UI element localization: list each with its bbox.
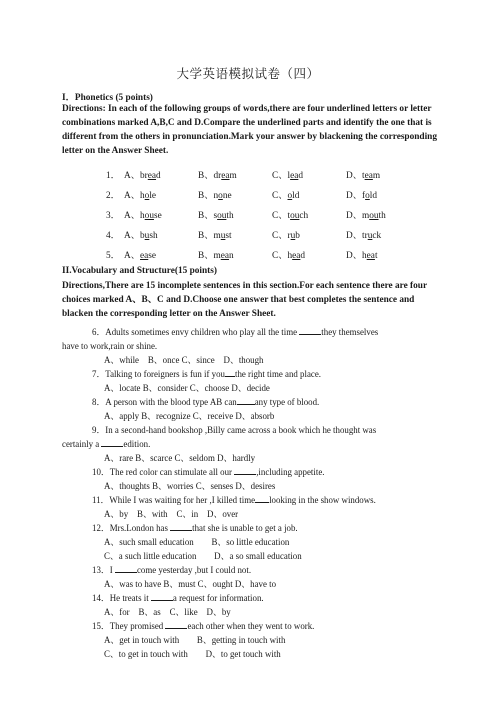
- underlined-letters: o: [218, 191, 223, 201]
- answer-blank: [165, 619, 187, 629]
- question-6: [62, 325, 432, 353]
- question-15-options-ab: A、get in touch with B、getting in touch with: [104, 635, 286, 645]
- option-b: [198, 187, 232, 201]
- question-text-cont: edition.: [123, 439, 151, 449]
- word-part: B、s: [198, 211, 218, 221]
- word-part: B、m: [198, 251, 221, 261]
- answer-blank: [255, 493, 269, 503]
- option-c: [272, 207, 308, 221]
- underlined-letters: u: [144, 231, 150, 241]
- underlined-letters: ea: [147, 171, 157, 181]
- word-part: th: [226, 211, 234, 221]
- question-text-cont: come yesterday ,but I could not.: [136, 565, 252, 575]
- question-9-options: A、rare B、scarce C、seldom D、hardly: [104, 453, 256, 463]
- question-10: [62, 465, 432, 479]
- question-text: 11．While I was waiting for her ,I killed time: [92, 495, 256, 505]
- question-12-options-cd: C、a such little education D、a so small education: [104, 551, 302, 561]
- underlined-letters: ea: [290, 171, 299, 181]
- question-14-options: A、for B、as C、like D、by: [104, 607, 231, 617]
- word-part: D、f: [346, 191, 366, 201]
- underlined-letters: ou: [369, 211, 379, 221]
- question-text: 14．He treats it: [92, 593, 151, 603]
- word-part: A、: [124, 251, 141, 261]
- word-part: ne: [222, 191, 232, 201]
- underlined-letters: ou: [217, 211, 227, 221]
- word-part: B、m: [198, 231, 221, 241]
- word-part: le: [149, 191, 157, 201]
- question-text-cont: ,including appetite.: [256, 467, 325, 477]
- underlined-letters: ea: [364, 171, 373, 181]
- word-part: m: [372, 171, 381, 181]
- word-part: C、h: [272, 251, 293, 261]
- word-part: st: [225, 231, 232, 241]
- question-text-cont: the right time and place.: [234, 369, 321, 379]
- underlined-letters: u: [290, 231, 296, 241]
- option-a: [124, 247, 156, 261]
- word-part: A、br: [124, 171, 148, 181]
- word-part: A、h: [124, 191, 145, 201]
- word-part: m: [229, 171, 237, 181]
- option-c: [272, 247, 305, 261]
- word-part: se: [148, 251, 157, 261]
- answer-blank: [225, 367, 235, 377]
- word-part: B、n: [198, 191, 219, 201]
- word-part: D、h: [346, 251, 367, 261]
- word-part: D、m: [346, 211, 370, 221]
- item-number: 5．: [106, 251, 120, 261]
- word-part: A、b: [124, 231, 145, 241]
- answer-blank: [101, 437, 123, 447]
- underlined-letters: ea: [140, 251, 149, 261]
- underlined-letters: ea: [221, 171, 230, 181]
- question-8: [62, 395, 432, 409]
- question-12-options-ab: A、such small education B、so little education: [104, 537, 290, 547]
- option-b: [198, 247, 234, 261]
- underlined-letters: o: [365, 191, 370, 201]
- question-15: [62, 619, 432, 633]
- question-13: [62, 563, 432, 577]
- question-text: 6．Adults sometimes envy children who play all the time: [92, 327, 300, 337]
- option-a: [124, 207, 162, 221]
- word-part: b: [295, 231, 300, 241]
- option-c: [272, 227, 300, 241]
- question-text: 9．In a second-hand bookshop ,Billy came across a book which he thought was: [92, 425, 377, 435]
- item-number: 1．: [106, 171, 120, 181]
- underlined-letters: o: [144, 191, 150, 201]
- word-part: C、: [272, 191, 288, 201]
- word-part: t: [374, 251, 378, 261]
- word-part: ck: [372, 231, 382, 241]
- option-c: [272, 167, 303, 181]
- section-heading-vocabulary: II.Vocabulary and Structure(15 points): [62, 266, 217, 276]
- question-7: [62, 367, 432, 381]
- underlined-letters: ea: [366, 251, 375, 261]
- word-part: ld: [369, 191, 377, 201]
- question-11-options: A、by B、with C、in D、over: [104, 509, 239, 519]
- word-part: se: [153, 211, 162, 221]
- word-part: A、h: [124, 211, 145, 221]
- option-b: [198, 167, 237, 181]
- option-d: [346, 207, 386, 221]
- page-title: 大学英语模拟试卷（四）: [176, 67, 320, 81]
- word-part: D、t: [346, 171, 365, 181]
- option-a: [124, 227, 158, 241]
- question-14: [62, 591, 432, 605]
- question-text-cont: any type of blood.: [254, 397, 320, 407]
- underlined-letters: ea: [220, 251, 229, 261]
- underlined-letters: ou: [144, 211, 154, 221]
- question-text: 12．Mrs.London has: [92, 523, 171, 533]
- section-directions-vocabulary: Directions,There are 15 incomplete sentences in this section.For each sentence there are four choices marked A、B、C and D.Choose one answer that best completes the sentence and blacken the corresponding letter on the Answer Sheet.: [62, 281, 427, 319]
- option-b: [198, 207, 234, 221]
- question-text: 10．The red color can stimulate all our: [92, 467, 235, 477]
- question-text-line2: have to work,rain or shine.: [62, 341, 158, 351]
- question-6-options: A、while B、once C、since D、though: [104, 355, 264, 365]
- underlined-letters: u: [367, 231, 373, 241]
- answer-blank: [170, 521, 192, 531]
- word-part: n: [229, 251, 234, 261]
- question-text: 15．They promised: [92, 621, 166, 631]
- section-directions-phonetics: Directions: In each of the following groups of words,there are four underlined letters or letter combinations marked A,B,C and D.Compare the underlined parts and identify the one that is different from the others in pronunciation.Mark your answer by blackening the corresponding letter on the Answer Sheet.: [62, 104, 437, 156]
- answer-blank: [115, 563, 137, 573]
- question-15-options-cd: C、to get in touch with D、to get touch with: [104, 649, 281, 659]
- question-7-options: A、locate B、consider C、choose D、decide: [104, 383, 270, 393]
- item-number: 4．: [106, 231, 120, 241]
- word-part: B、dr: [198, 171, 222, 181]
- item-number: 3．: [106, 211, 120, 221]
- question-8-options: A、apply B、recognize C、receive D、absorb: [104, 411, 275, 421]
- answer-blank: [151, 591, 173, 601]
- word-part: C、r: [272, 231, 291, 241]
- option-d: [346, 247, 378, 261]
- question-12: [62, 521, 432, 535]
- word-part: sh: [149, 231, 158, 241]
- item-number: 2．: [106, 191, 120, 201]
- answer-blank: [237, 395, 255, 405]
- question-text-cont: they themselves: [321, 327, 379, 337]
- option-a: [124, 187, 156, 201]
- underlined-letters: ea: [292, 251, 301, 261]
- word-part: ch: [299, 211, 309, 221]
- question-text: 13．I: [92, 565, 115, 575]
- question-11: [62, 493, 432, 507]
- underlined-letters: u: [220, 231, 226, 241]
- option-d: [346, 227, 381, 241]
- option-d: [346, 187, 377, 201]
- question-text-cont: each other when they went to work.: [187, 621, 315, 631]
- option-a: [124, 167, 161, 181]
- underlined-letters: o: [287, 191, 293, 201]
- word-part: th: [378, 211, 386, 221]
- answer-blank: [299, 325, 321, 335]
- word-part: D、tr: [346, 231, 368, 241]
- question-13-options: A、was to have B、must C、ought D、have to: [104, 579, 277, 589]
- word-part: d: [300, 251, 306, 261]
- question-text: 8．A person with the blood type AB can: [92, 397, 237, 407]
- question-text-cont: a request for information.: [172, 593, 264, 603]
- answer-blank: [234, 465, 256, 475]
- word-part: C、l: [272, 171, 291, 181]
- word-part: C、t: [272, 211, 291, 221]
- question-text-cont: looking in the show windows.: [269, 495, 376, 505]
- word-part: ld: [292, 191, 300, 201]
- question-10-options: A、thoughts B、worries C、senses D、desires: [104, 481, 276, 491]
- option-d: [346, 167, 380, 181]
- option-b: [198, 227, 232, 241]
- underlined-letters: ou: [290, 211, 300, 221]
- section-heading-phonetics: I．Phonetics (5 points): [62, 93, 153, 103]
- option-c: [272, 187, 299, 201]
- word-part: d: [298, 171, 304, 181]
- word-part: d: [156, 171, 161, 181]
- question-text-cont: that she is unable to get a job.: [192, 523, 298, 533]
- question-text: 7．Talking to foreigners is fun if you: [92, 369, 225, 379]
- question-9: [62, 423, 432, 451]
- question-text-line2: certainly a: [62, 439, 102, 449]
